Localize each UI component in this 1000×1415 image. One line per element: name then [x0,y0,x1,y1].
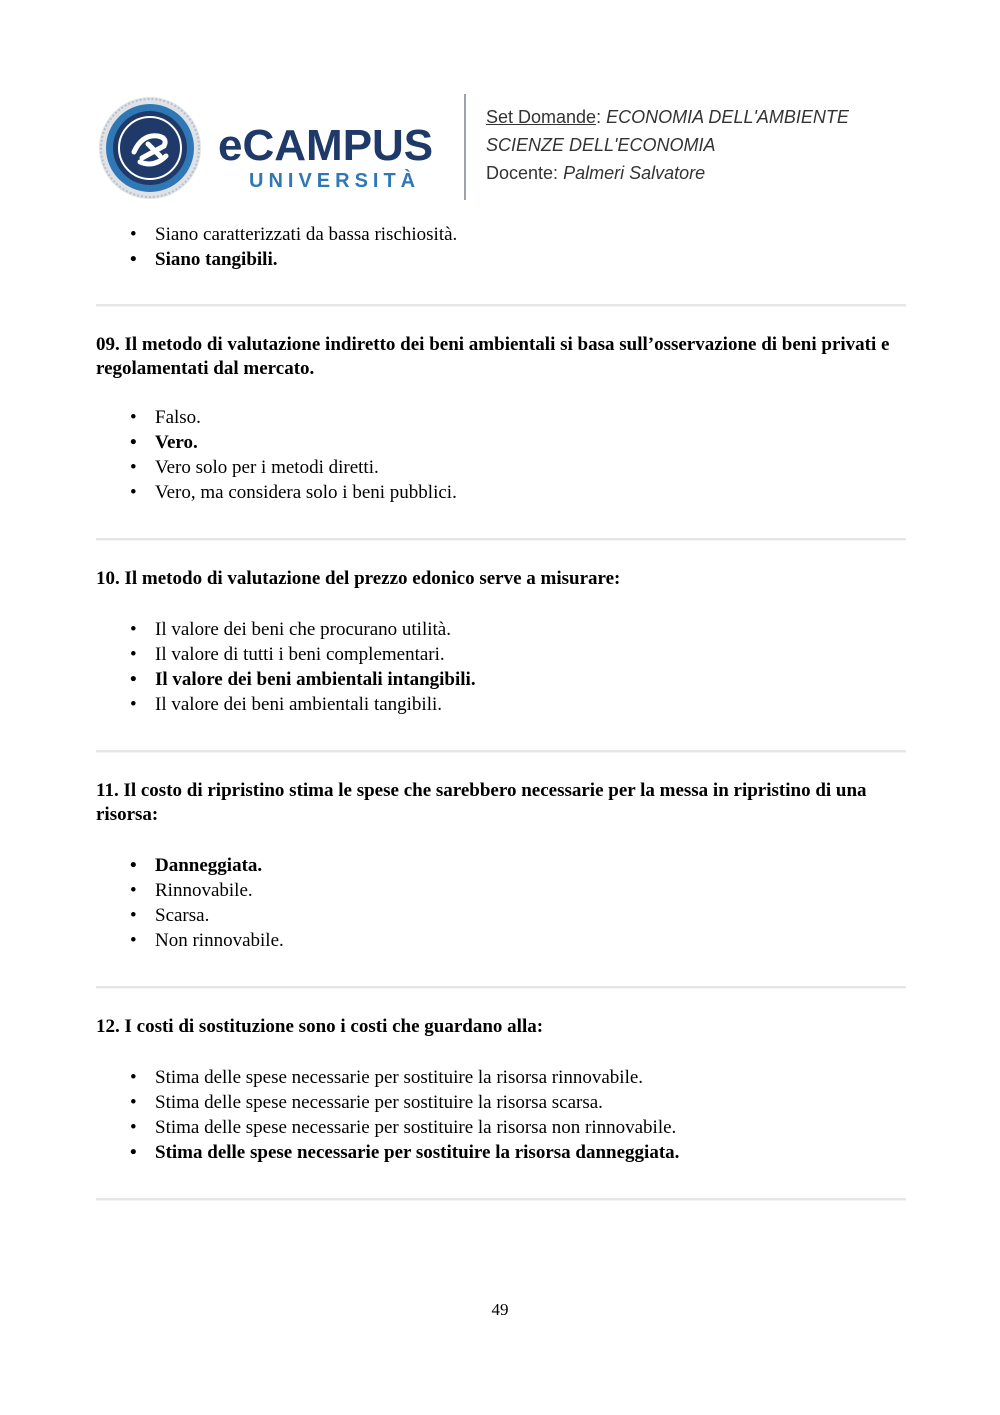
option-text: Vero solo per i metodi diretti. [155,457,379,478]
separator [96,304,906,307]
bullet-icon: • [130,432,137,453]
page-number: 49 [491,1300,509,1319]
bullet-icon: • [130,905,137,926]
bullet-icon: • [130,880,137,901]
question-text: 10. Il metodo di valutazione del prezzo edonico serve a misurare: [96,568,621,589]
question-text: 12. I costi di sostituzione sono i costi che guardano alla: [96,1016,544,1037]
answer-option [96,405,906,430]
answer-option [96,903,906,928]
option-text: Il valore dei beni ambientali intangibili. [155,669,476,690]
option-text: Falso. [155,407,201,428]
answer-option-correct [96,247,906,272]
answer-option [96,455,906,480]
answer-option [96,878,906,903]
header-info [486,103,849,187]
answer-options [96,617,906,717]
question-list [96,222,906,1201]
question-text: 11. Il costo di ripristino stima le spese che sarebbero necessarie per la messa in ripristino di una risorsa: [96,780,867,825]
bullet-icon: • [130,1142,137,1163]
option-text: Il valore dei beni ambientali tangibili. [155,694,443,715]
option-text: Il valore dei beni che procurano utilità. [155,619,451,640]
question-text: 09. Il metodo di valutazione indiretto dei beni ambientali si basa sull’osservazione di beni privati e regolamentati dal mercato. [96,334,890,379]
teacher-label: Docente [486,163,554,183]
bullet-icon: • [130,855,137,876]
bullet-icon: • [130,619,137,640]
option-text: Il valore di tutti i beni complementari. [155,644,445,665]
brand-main: CAMPUS [242,121,434,170]
answer-option [96,1115,906,1140]
brand-subtitle: UNIVERSITÀ [249,170,421,192]
brand-prefix: e [218,121,243,170]
answer-options [96,405,906,505]
page-header [96,92,906,202]
separator [96,750,906,753]
bullet-icon: • [130,669,137,690]
bullet-icon: • [130,694,137,715]
teacher-line [486,159,849,187]
option-text: Siano tangibili. [155,249,278,270]
option-text: Stima delle spese necessarie per sostituire la risorsa danneggiata. [155,1142,680,1163]
bullet-icon: • [130,457,137,478]
set-line [486,103,849,131]
bullet-icon: • [130,482,137,503]
answer-options [96,1065,906,1165]
bullet-icon: • [130,1067,137,1088]
answer-option-correct [96,667,906,692]
teacher-name: Palmeri Salvatore [563,163,706,183]
separator [96,1198,906,1201]
bullet-icon: • [130,1092,137,1113]
bullet-icon: • [130,644,137,665]
option-text: Rinnovabile. [155,880,253,901]
teacher-separator: : [553,163,564,183]
answer-option-correct [96,1140,906,1165]
carryover-options [96,222,906,272]
answer-option [96,1090,906,1115]
option-text: Non rinnovabile. [155,930,284,951]
set-label: Set Domande [486,107,597,127]
bullet-icon: • [130,1117,137,1138]
answer-option [96,642,906,667]
answer-option-correct [96,430,906,455]
answer-option [96,222,906,247]
option-text: Scarsa. [155,905,210,926]
bullet-icon: • [130,930,137,951]
ecampus-seal-logo [98,96,202,200]
option-text: Siano caratterizzati da bassa rischiosità. [155,224,458,245]
bullet-icon: • [130,224,137,245]
separator [96,538,906,541]
course-title: ECONOMIA DELL'AMBIENTE [606,107,849,127]
answer-option [96,692,906,717]
option-text: Stima delle spese necessarie per sostituire la risorsa rinnovabile. [155,1067,644,1088]
answer-options [96,853,906,953]
answer-option [96,617,906,642]
option-text: Vero, ma considera solo i beni pubblici. [155,482,457,503]
set-separator: : [596,107,607,127]
header-divider [464,94,466,200]
option-text: Danneggiata. [155,855,263,876]
option-text: Vero. [155,432,198,453]
bullet-icon: • [130,249,137,270]
brand-wordmark [218,121,434,170]
answer-option-correct [96,853,906,878]
answer-option [96,928,906,953]
option-text: Stima delle spese necessarie per sostituire la risorsa scarsa. [155,1092,603,1113]
answer-option [96,1065,906,1090]
option-text: Stima delle spese necessarie per sostituire la risorsa non rinnovabile. [155,1117,677,1138]
answer-option [96,480,906,505]
bullet-icon: • [130,407,137,428]
faculty-name: SCIENZE DELL'ECONOMIA [486,135,716,155]
separator [96,986,906,989]
